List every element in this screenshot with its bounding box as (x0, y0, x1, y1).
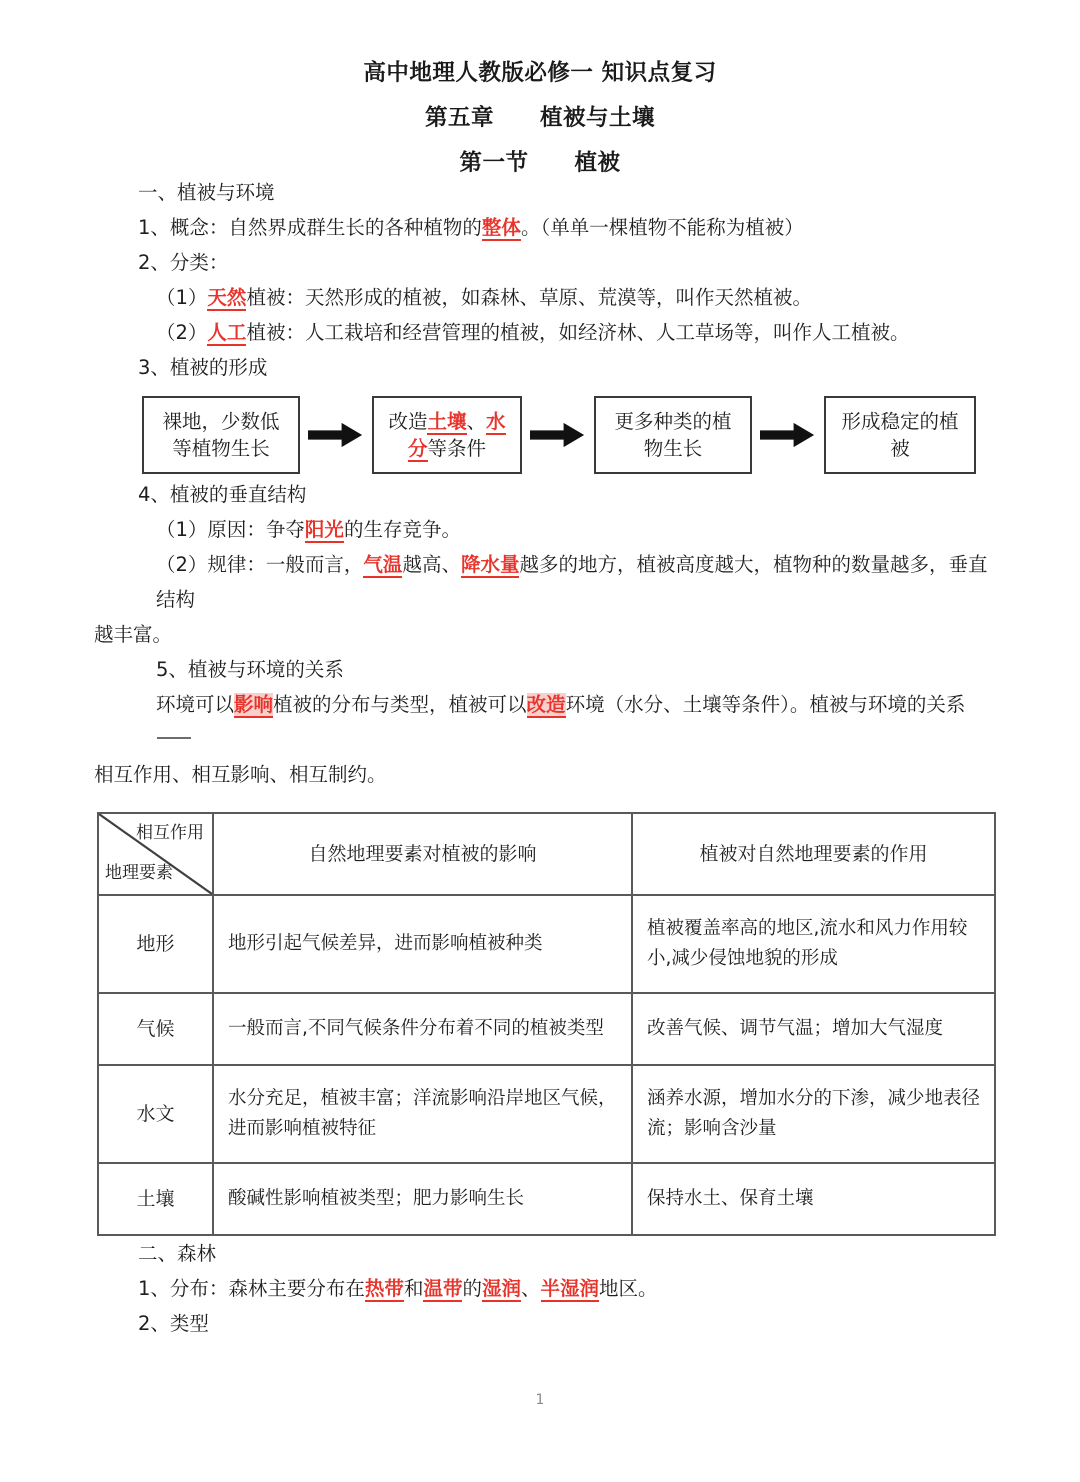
document-body (90, 175, 990, 1341)
row-vegeffect-climate: 改善气候、调节气温；增加大气湿度 (632, 993, 995, 1065)
rule-mid: 越高、 (402, 552, 461, 576)
concept-text-post: 。（单单一棵植物不能称为植被） (520, 215, 804, 239)
row-factor-soil: 土壤 (98, 1163, 213, 1235)
relationship-table (97, 812, 996, 1236)
artificial-text: 植被：人工栽培和经营管理的植被，如经济林、人工草场等，叫作人工植被。 (246, 320, 910, 344)
section-title: 第一节 植被 (459, 150, 621, 176)
row-effect-climate: 一般而言,不同气候条件分布着不同的植被类型 (213, 993, 632, 1065)
row-factor-climate: 气候 (98, 993, 213, 1065)
artificial-emphasis: 人工 (207, 320, 247, 344)
cause-emphasis: 阳光 (304, 517, 344, 541)
natural-text: 植被：天然形成的植被，如森林、草原、荒漠等，叫作天然植被。 (246, 285, 812, 309)
flow-box-2-label (382, 408, 512, 462)
relationship-table-wrapper (94, 812, 990, 1236)
flow-box-3 (594, 396, 752, 474)
flow-box-4 (824, 396, 976, 474)
page-number: 1 (535, 1392, 545, 1408)
right-arrow-icon (752, 420, 824, 450)
flow-box-2-post: 等条件 (427, 436, 487, 460)
concept-line (94, 210, 990, 245)
row-factor-landform: 地形 (98, 895, 213, 993)
row-vegeffect-landform: 植被覆盖率高的地区,流水和风力作用较小,减少侵蚀地貌的形成 (632, 895, 995, 993)
relationship-text-a: 环境可以 (156, 692, 235, 716)
relationship-emphasis-influence: 影响 (234, 692, 274, 716)
forest-text-d: 、 (521, 1276, 541, 1300)
classification-natural (94, 280, 990, 315)
table-header-effect-on-vegetation: 自然地理要素对植被的影响 (213, 813, 632, 895)
forest-emphasis-temperate: 温带 (423, 1276, 463, 1300)
relationship-text-b: 植被的分布与类型，植被可以 (273, 692, 527, 716)
rule-emphasis-temperature: 气温 (363, 552, 403, 576)
flow-box-1-label: 裸地，少数低 等植物生长 (162, 409, 280, 460)
flow-box-2-emphasis-soil: 土壤 (427, 409, 467, 433)
natural-prefix: （1） (156, 285, 208, 309)
flow-box-2 (372, 396, 522, 474)
row-effect-soil: 酸碱性影响植被类型；肥力影响生长 (213, 1163, 632, 1235)
table-header-row (98, 813, 995, 895)
relationship-paragraph (94, 687, 990, 757)
vertical-structure-cause (94, 512, 990, 547)
formation-heading: 3、植被的形成 (138, 355, 268, 379)
forest-text-b: 和 (403, 1276, 424, 1300)
forest-emphasis-semihumid: 半湿润 (540, 1276, 600, 1300)
flow-box-4-label: 形成稳定的植 被 (841, 409, 959, 460)
row-vegeffect-hydrology: 涵养水源，增加水分的下渗，减少地表径流；影响含沙量 (632, 1065, 995, 1163)
row-vegeffect-soil: 保持水土、保育土壤 (632, 1163, 995, 1235)
corner-label-geofactor: 地理要素 (105, 862, 173, 883)
rule-text: 越多的地方，植被高度越大，植物种的数量越多，垂直结构 (156, 552, 988, 611)
classification-heading: 2、分类： (138, 250, 229, 274)
flow-box-3-label: 更多种类的植 物生长 (614, 409, 732, 460)
table-row (98, 1163, 995, 1235)
forest-distribution-line (94, 1271, 990, 1306)
relationship-heading: 5、植被与环境的关系 (156, 657, 344, 681)
relationship-paragraph-cont: 相互作用、相互影响、相互制约。 (94, 762, 387, 786)
rule-emphasis-precipitation: 降水量 (460, 552, 520, 576)
forest-emphasis-humid: 湿润 (481, 1276, 521, 1300)
cause-text: 的生存竞争。 (343, 517, 461, 541)
heading-part-one: 一、植被与环境 (138, 180, 275, 204)
forest-type-heading: 2、类型 (138, 1311, 209, 1335)
table-row (98, 993, 995, 1065)
row-effect-hydrology: 水分充足，植被丰富；洋流影响沿岸地区气候，进而影响植被特征 (213, 1065, 632, 1163)
relationship-text-c: 环境（水分、土壤等条件）。植被与环境的关系 (565, 692, 966, 716)
vegetation-formation-flowchart (94, 393, 990, 477)
forest-text-c: 的 (462, 1276, 482, 1300)
title-block (0, 0, 1080, 175)
flow-box-2-emphasis-water: 水 分 (407, 409, 506, 460)
em-dash-icon (157, 737, 191, 739)
forest-text-a: 1、分布：森林主要分布在 (138, 1276, 365, 1300)
row-factor-hydrology: 水文 (98, 1065, 213, 1163)
chapter-title: 第五章 植被与土壤 (424, 104, 655, 131)
concept-emphasis: 整体 (481, 215, 521, 239)
vertical-structure-heading: 4、植被的垂直结构 (138, 482, 307, 506)
table-corner-cell (98, 813, 213, 895)
classification-artificial (94, 315, 990, 350)
corner-label-interaction: 相互作用 (136, 822, 204, 843)
vertical-structure-rule-cont: 越丰富。 (94, 622, 173, 646)
cause-prefix: （1）原因：争夺 (156, 517, 305, 541)
right-arrow-icon (300, 420, 372, 450)
right-arrow-icon (522, 420, 594, 450)
table-row (98, 895, 995, 993)
flow-box-2-mid: 、 (466, 409, 487, 433)
forest-emphasis-tropical: 热带 (364, 1276, 404, 1300)
flow-box-1 (142, 396, 300, 474)
forest-text-e: 地区。 (599, 1276, 658, 1300)
document-title: 高中地理人教版必修一 知识点复习 (363, 60, 717, 86)
rule-prefix: （2）规律：一般而言， (156, 552, 364, 576)
heading-part-two: 二、森林 (138, 1241, 217, 1265)
table-row (98, 1065, 995, 1163)
vertical-structure-rule (94, 547, 990, 617)
table-header-vegetation-effect: 植被对自然地理要素的作用 (632, 813, 995, 895)
relationship-emphasis-transform: 改造 (526, 692, 566, 716)
flow-box-2-pre: 改造 (388, 409, 428, 433)
row-effect-landform: 地形引起气候差异，进而影响植被种类 (213, 895, 632, 993)
natural-emphasis: 天然 (207, 285, 247, 309)
concept-text-pre: 1、概念：自然界成群生长的各种植物的 (138, 215, 482, 239)
artificial-prefix: （2） (156, 320, 208, 344)
